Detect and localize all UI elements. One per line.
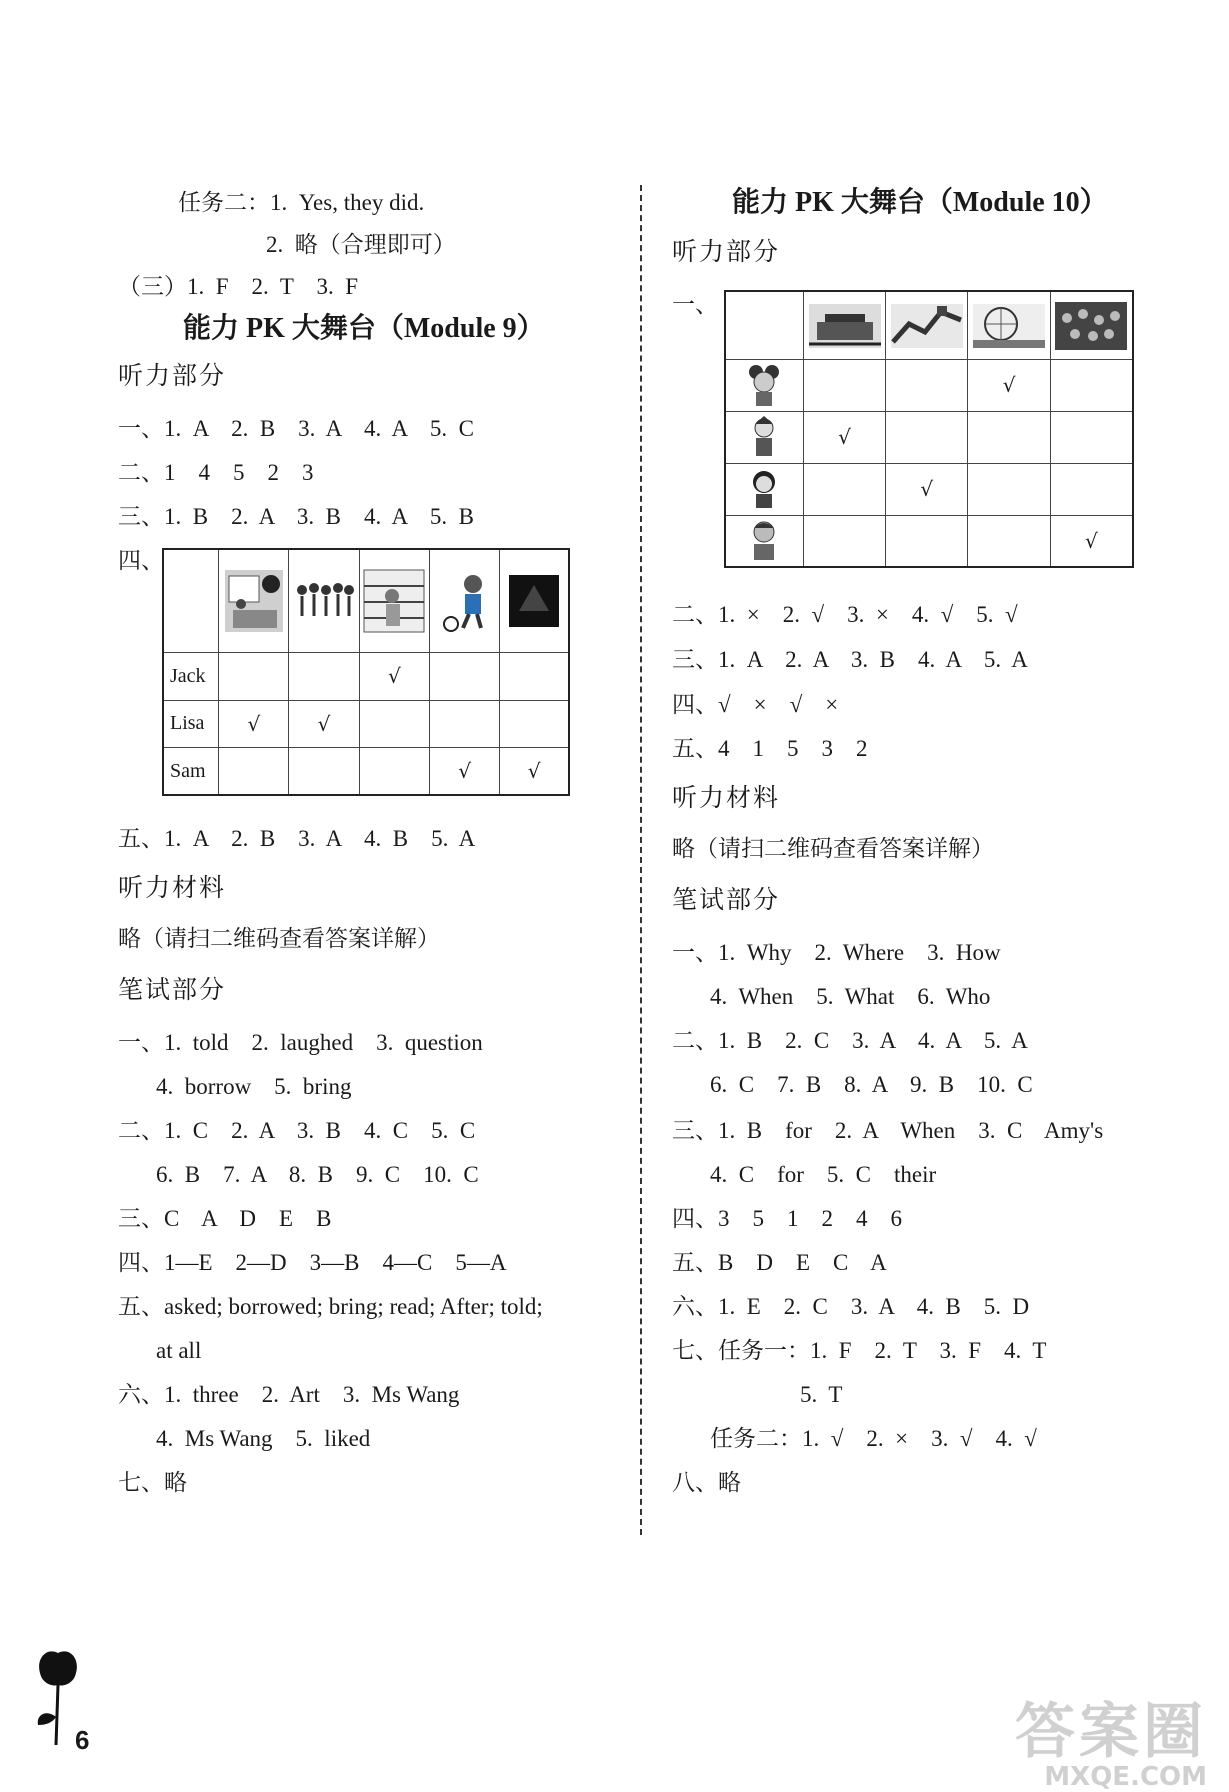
library-shelves-picture-icon (359, 549, 429, 653)
check-cell (803, 463, 885, 515)
check-cell: √ (968, 359, 1050, 411)
check-cell (886, 411, 968, 463)
column-divider (640, 185, 642, 1535)
module10-title: 能力 PK 大舞台（Module 10） (732, 187, 1108, 218)
answer-written-6b: 4. Ms Wang 5. liked (156, 1426, 371, 1451)
row-label: Sam (163, 748, 219, 795)
check-cell (219, 748, 289, 795)
table-row (163, 748, 569, 795)
check-cell (500, 700, 569, 747)
classroom-picture-icon (219, 549, 289, 653)
answer-written-2b: 6. B 7. A 8. B 9. C 10. C (156, 1162, 479, 1187)
children-group-picture-icon (289, 549, 359, 653)
answer-written-5b: at all (156, 1338, 202, 1363)
check-cell: √ (289, 700, 359, 747)
answer-written-3b: 4. C for 5. C their (710, 1162, 937, 1187)
check-cell: √ (429, 748, 499, 795)
answer-listening-5: 五、1. A 2. B 3. A 4. B 5. A (118, 826, 476, 851)
check-cell: √ (886, 463, 968, 515)
answer-written-1b: 4. borrow 5. bring (156, 1074, 352, 1099)
answer-listening-3: 三、1. B 2. A 3. B 4. A 5. B (118, 504, 474, 529)
answer-written-7a: 七、任务一：1. F 2. T 3. F 4. T (672, 1338, 1047, 1363)
check-cell (1050, 463, 1133, 515)
answer-written-7c: 任务二：1. √ 2. × 3. √ 4. √ (710, 1426, 1037, 1451)
check-cell (1050, 411, 1133, 463)
answer-listening-4: 四、√ × √ × (672, 692, 839, 717)
table-row (163, 653, 569, 700)
materials-title: 听力材料 (672, 785, 781, 812)
child-character-icon (725, 515, 803, 567)
row-label: Lisa (163, 700, 219, 747)
materials-title: 听力材料 (118, 875, 227, 902)
answer-written-6a: 六、1. three 2. Art 3. Ms Wang (118, 1382, 460, 1407)
answer-listening-2: 二、1 4 5 2 3 (118, 460, 314, 485)
boy-character-icon (725, 411, 803, 463)
table-row (725, 359, 1133, 411)
prev-part3: （三）1. F 2. T 3. F (118, 274, 359, 299)
answer-written-4: 四、1—E 2—D 3—B 4—C 5—A (118, 1250, 507, 1275)
answer-written-2a: 二、1. B 2. C 3. A 4. A 5. A (672, 1028, 1028, 1053)
check-cell (359, 748, 429, 795)
answer-written-2b: 6. C 7. B 8. A 9. B 10. C (710, 1072, 1033, 1097)
written-title: 笔试部分 (672, 887, 781, 914)
written-title: 笔试部分 (118, 977, 227, 1004)
prev-task2-line1: 任务二：1. Yes, they did. (178, 190, 425, 215)
check-cell (968, 463, 1050, 515)
answer-written-7b: 5. T (800, 1382, 843, 1407)
table-row (725, 515, 1133, 567)
listening-title: 听力部分 (672, 239, 781, 266)
answer-written-5: 五、B D E C A (672, 1250, 887, 1275)
boy-football-picture-icon (429, 549, 499, 653)
check-cell: √ (1050, 515, 1133, 567)
check-cell (1050, 359, 1133, 411)
table-corner-cell (725, 291, 803, 359)
dark-scene-picture-icon (500, 549, 569, 653)
watermark (1015, 1697, 1207, 1792)
answer-written-1a: 一、1. Why 2. Where 3. How (672, 940, 1001, 965)
table-corner-cell (163, 549, 219, 653)
check-cell (968, 411, 1050, 463)
module10-check-table (724, 290, 1134, 568)
check-cell (886, 515, 968, 567)
row-label: Jack (163, 653, 219, 700)
answer-written-5a: 五、asked; borrowed; bring; read; After; told; (118, 1294, 543, 1319)
answer-listening-5: 五、4 1 5 3 2 (672, 736, 868, 761)
check-cell (968, 515, 1050, 567)
listening-title: 听力部分 (118, 363, 227, 390)
london-eye-picture-icon (968, 291, 1050, 359)
great-wall-picture-icon (886, 291, 968, 359)
answer-written-3: 三、C A D E B (118, 1206, 332, 1231)
answer-listening-2: 二、1. × 2. √ 3. × 4. √ 5. √ (672, 602, 1018, 627)
crowd-picture-icon (1050, 291, 1133, 359)
answer-written-1b: 4. When 5. What 6. Who (710, 984, 991, 1009)
check-cell (219, 653, 289, 700)
check-cell: √ (803, 411, 885, 463)
check-cell: √ (359, 653, 429, 700)
table-row (725, 411, 1133, 463)
answer-written-3a: 三、1. B for 2. A When 3. C Amy's (672, 1118, 1104, 1143)
check-cell (886, 359, 968, 411)
answer-written-1a: 一、1. told 2. laughed 3. question (118, 1030, 483, 1055)
check-cell (500, 653, 569, 700)
answer-listening-4-label: 四、 (118, 548, 164, 573)
module9-title: 能力 PK 大舞台（Module 9） (183, 313, 545, 344)
answer-listening-1-label: 一、 (672, 292, 718, 317)
prev-task2-line2: 2. 略（合理即可） (266, 232, 456, 257)
check-cell (803, 359, 885, 411)
check-cell: √ (219, 700, 289, 747)
tiananmen-picture-icon (803, 291, 885, 359)
check-cell: √ (500, 748, 569, 795)
check-cell (289, 653, 359, 700)
watermark-url: MXQE.COM (1044, 1762, 1207, 1792)
answer-written-8: 八、略 (672, 1470, 741, 1495)
answer-listening-3: 三、1. A 2. A 3. B 4. A 5. A (672, 647, 1028, 672)
page-number: 6 (75, 1725, 90, 1755)
mouse-character-icon (725, 359, 803, 411)
answer-written-6: 六、1. E 2. C 3. A 4. B 5. D (672, 1294, 1030, 1319)
materials-text: 略（请扫二维码查看答案详解） (118, 926, 440, 951)
module9-check-table (162, 548, 570, 796)
check-cell (289, 748, 359, 795)
materials-text: 略（请扫二维码查看答案详解） (672, 836, 994, 861)
watermark-logo-text: 答案圈 (1015, 1697, 1207, 1767)
check-cell (803, 515, 885, 567)
table-row (725, 463, 1133, 515)
check-cell (429, 700, 499, 747)
answer-listening-1: 一、1. A 2. B 3. A 4. A 5. C (118, 416, 474, 441)
check-cell (429, 653, 499, 700)
answer-written-2a: 二、1. C 2. A 3. B 4. C 5. C (118, 1118, 476, 1143)
check-cell (359, 700, 429, 747)
answer-written-4: 四、3 5 1 2 4 6 (672, 1206, 902, 1231)
girl-character-icon (725, 463, 803, 515)
answer-written-7: 七、略 (118, 1470, 187, 1495)
table-row (163, 700, 569, 747)
